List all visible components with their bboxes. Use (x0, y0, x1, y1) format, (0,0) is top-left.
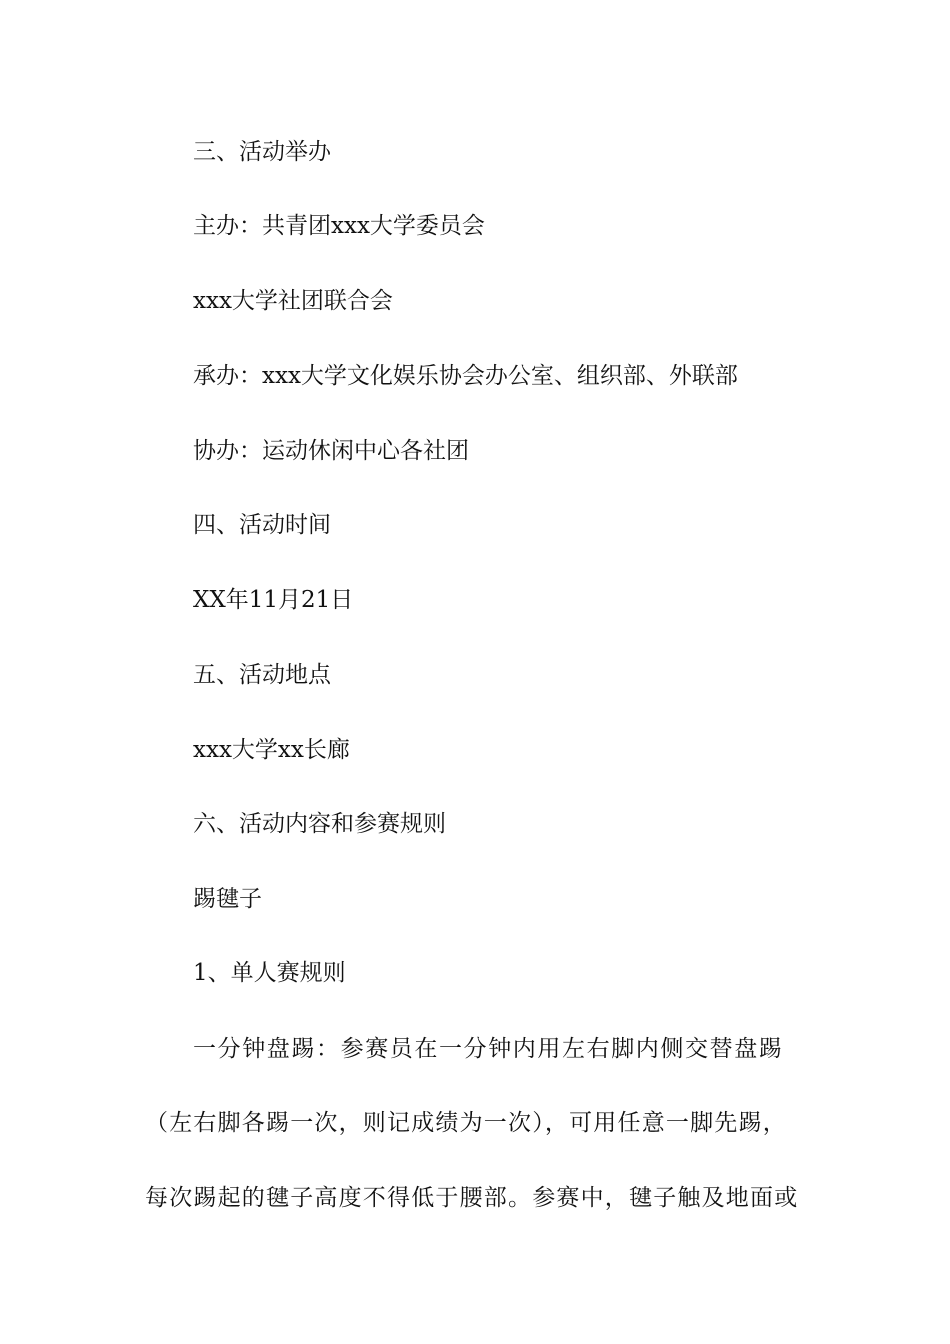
rules-paragraph-line-1: 一分钟盘踢：参赛员在一分钟内用左右脚内侧交替盘踢 (193, 1036, 784, 1062)
rules-paragraph-line-3: 每次踢起的毽子高度不得低于腰部。参赛中，毽子触及地面或 (145, 1185, 799, 1211)
event-date: XX年11月21日 (193, 587, 354, 613)
event-name: 踢毽子 (193, 886, 262, 912)
rules-paragraph-line-2: （左右脚各踢一次，则记成绩为一次），可用任意一脚先踢， (145, 1110, 787, 1136)
host-line-2: xxx大学社团联合会 (193, 288, 393, 314)
host-line: 主办：共青团xxx大学委员会 (193, 213, 485, 239)
event-location: xxx大学xx长廊 (193, 737, 350, 763)
organizer-line: 承办：xxx大学文化娱乐协会办公室、组织部、外联部 (193, 363, 738, 389)
section-heading-location: 五、活动地点 (193, 662, 331, 688)
section-heading-time: 四、活动时间 (193, 512, 331, 538)
rules-subheading: 1、单人赛规则 (193, 960, 346, 986)
section-heading-rules: 六、活动内容和参赛规则 (193, 811, 446, 837)
section-heading-organizers: 三、活动举办 (193, 139, 331, 165)
co-organizer-line: 协办：运动休闲中心各社团 (193, 438, 469, 464)
